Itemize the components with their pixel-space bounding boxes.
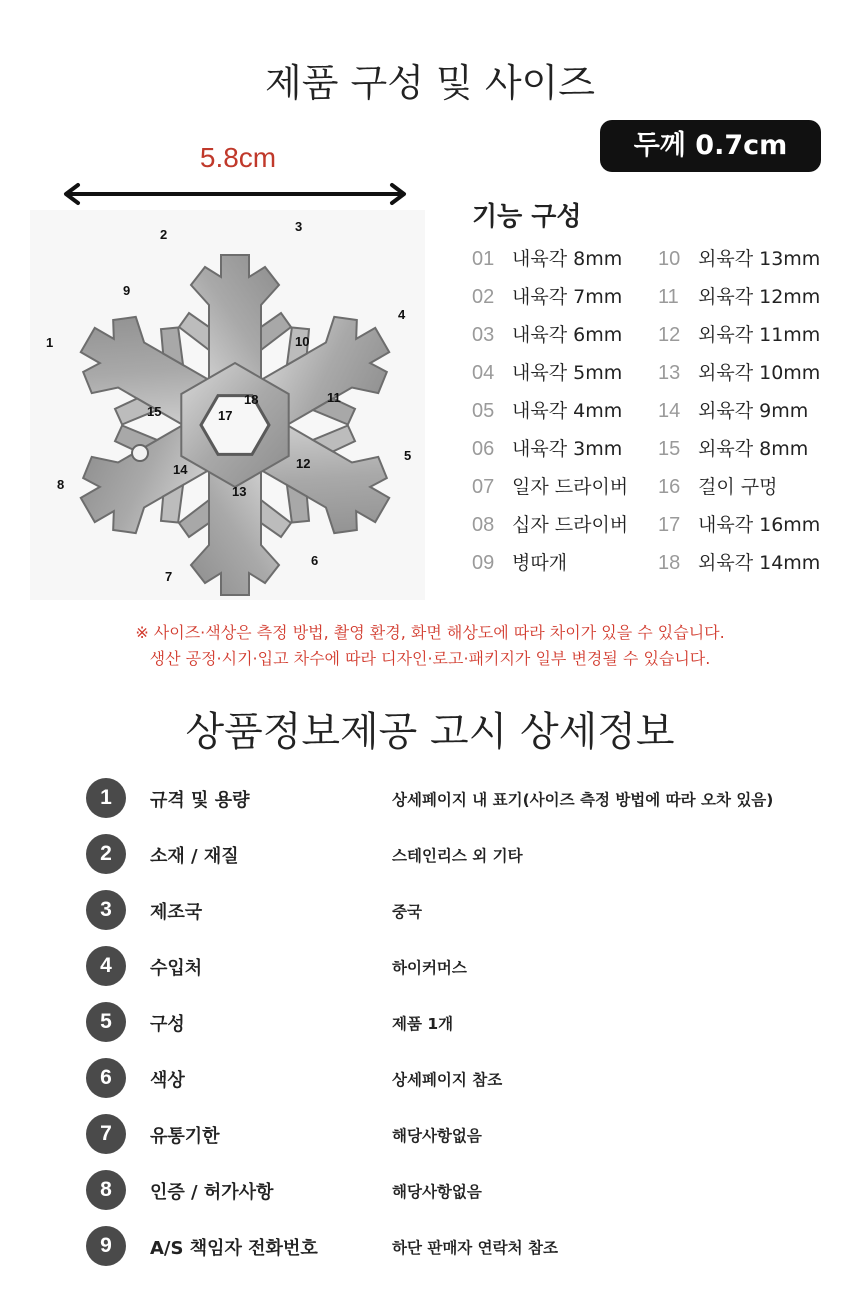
image-callout-7: 7 [165,569,173,584]
function-item [658,544,820,582]
info-row [86,1002,846,1042]
function-name: 외육각 13mm [698,248,821,270]
image-callout-10: 10 [295,334,310,349]
function-item [658,240,820,278]
function-number: 18 [658,552,681,574]
info-label: 색상 [150,1070,185,1091]
info-label: 유통기한 [150,1126,220,1147]
info-value: 해당사항없음 [392,1183,482,1201]
function-number: 15 [658,438,681,460]
row-number-badge: 9 [86,1226,126,1266]
function-name: 병따개 [512,552,568,574]
image-callout-11: 11 [327,390,341,405]
image-callout-2: 2 [160,227,168,242]
function-name: 내육각 8mm [512,248,623,270]
info-row [86,1226,846,1266]
image-callout-15: 15 [147,404,162,419]
function-name: 외육각 12mm [698,286,821,308]
function-number: 16 [658,476,681,498]
center-hex-hole [201,396,269,455]
info-label: 수입처 [150,958,203,979]
function-item [658,506,820,544]
function-name: 외육각 11mm [698,324,821,346]
function-number: 05 [472,400,495,422]
image-callout-1: 1 [46,335,54,350]
info-label: A/S 책임자 전화번호 [150,1238,318,1259]
info-value: 상세페이지 내 표기(사이즈 측정 방법에 따라 오차 있음) [392,791,774,809]
function-name: 내육각 3mm [512,438,623,460]
info-row [86,1058,846,1098]
row-number-badge: 3 [86,890,126,930]
function-number: 01 [472,248,495,270]
function-number: 17 [658,514,681,536]
row-number-badge: 6 [86,1058,126,1098]
functions-heading: 기능 구성 [472,202,582,232]
info-value: 제품 1개 [392,1015,454,1033]
function-name: 내육각 4mm [512,400,623,422]
function-item [658,316,820,354]
image-callout-4: 4 [398,307,406,322]
notice-line-1: ※ 사이즈·색상은 측정 방법, 촬영 환경, 화면 해상도에 따라 차이가 있을 수 있습니다. [135,623,725,642]
row-number-badge: 2 [86,834,126,874]
info-row [86,1170,846,1210]
function-number: 13 [658,362,681,384]
function-number: 14 [658,400,681,422]
image-callout-14: 14 [173,462,188,477]
image-callout-8: 8 [57,477,65,492]
function-number: 02 [472,286,495,308]
function-item [472,544,567,582]
function-name: 십자 드라이버 [512,514,629,536]
function-item [472,392,622,430]
image-callout-5: 5 [404,448,412,463]
row-number-badge: 8 [86,1170,126,1210]
function-number: 09 [472,552,495,574]
function-number: 08 [472,514,495,536]
function-item [658,430,808,468]
page-title-size: 제품 구성 및 사이즈 [265,61,595,105]
function-item [472,316,622,354]
notice-line-2: 생산 공정·시기·입고 차수에 따라 디자인·로고·패키지가 일부 변경될 수 있습니다. [149,649,711,668]
info-label: 소재 / 재질 [150,846,239,867]
row-number-badge: 5 [86,1002,126,1042]
image-callout-9: 9 [123,283,131,298]
function-number: 04 [472,362,495,384]
image-callout-18: 18 [244,392,259,407]
image-callout-13: 13 [232,484,247,499]
function-name: 내육각 6mm [512,324,623,346]
function-name: 내육각 5mm [512,362,623,384]
function-name: 외육각 8mm [698,438,809,460]
info-label: 제조국 [150,902,203,923]
function-item [658,392,808,430]
image-callout-12: 12 [296,456,311,471]
function-item [472,278,622,316]
function-number: 06 [472,438,495,460]
page-title-info: 상품정보제공 고시 상세정보 [185,709,675,755]
hang-hole [132,445,148,461]
function-item [472,240,622,278]
thickness-badge: 두께 0.7cm [600,120,821,172]
info-value: 해당사항없음 [392,1127,482,1145]
row-number-badge: 7 [86,1114,126,1154]
info-label: 규격 및 용량 [150,790,250,811]
function-item [658,354,820,392]
function-name: 걸이 구멍 [698,476,778,498]
info-value: 하단 판매자 연락처 참조 [392,1239,558,1257]
width-dimension-label: 5.8cm [199,142,277,173]
info-row [86,1114,846,1154]
function-number: 03 [472,324,495,346]
function-item [472,468,628,506]
function-item [472,506,628,544]
function-item [658,278,820,316]
info-label: 인증 / 허가사항 [150,1182,274,1203]
function-name: 내육각 16mm [698,514,821,536]
function-number: 12 [658,324,681,346]
function-item [472,430,622,468]
function-item [472,354,622,392]
info-row [86,778,846,818]
function-name: 외육각 14mm [698,552,821,574]
function-item [658,468,777,506]
snowflake-tool-image [30,210,425,600]
function-name: 내육각 7mm [512,286,623,308]
notice-text [0,620,860,672]
function-number: 11 [658,286,679,308]
image-callout-17: 17 [218,408,233,423]
info-value: 하이커머스 [392,959,467,977]
info-row [86,834,846,874]
function-number: 10 [658,248,681,270]
function-name: 일자 드라이버 [512,476,629,498]
row-number-badge: 1 [86,778,126,818]
info-label: 구성 [150,1014,185,1035]
row-number-badge: 4 [86,946,126,986]
image-callout-6: 6 [311,553,319,568]
width-dimension-arrow [60,180,410,208]
info-row [86,946,846,986]
info-value: 스테인리스 외 기타 [392,847,523,865]
info-row [86,890,846,930]
info-value: 중국 [392,903,422,921]
function-name: 외육각 9mm [698,400,809,422]
image-callout-3: 3 [295,219,303,234]
function-name: 외육각 10mm [698,362,821,384]
function-number: 07 [472,476,495,498]
info-value: 상세페이지 참조 [392,1071,503,1089]
